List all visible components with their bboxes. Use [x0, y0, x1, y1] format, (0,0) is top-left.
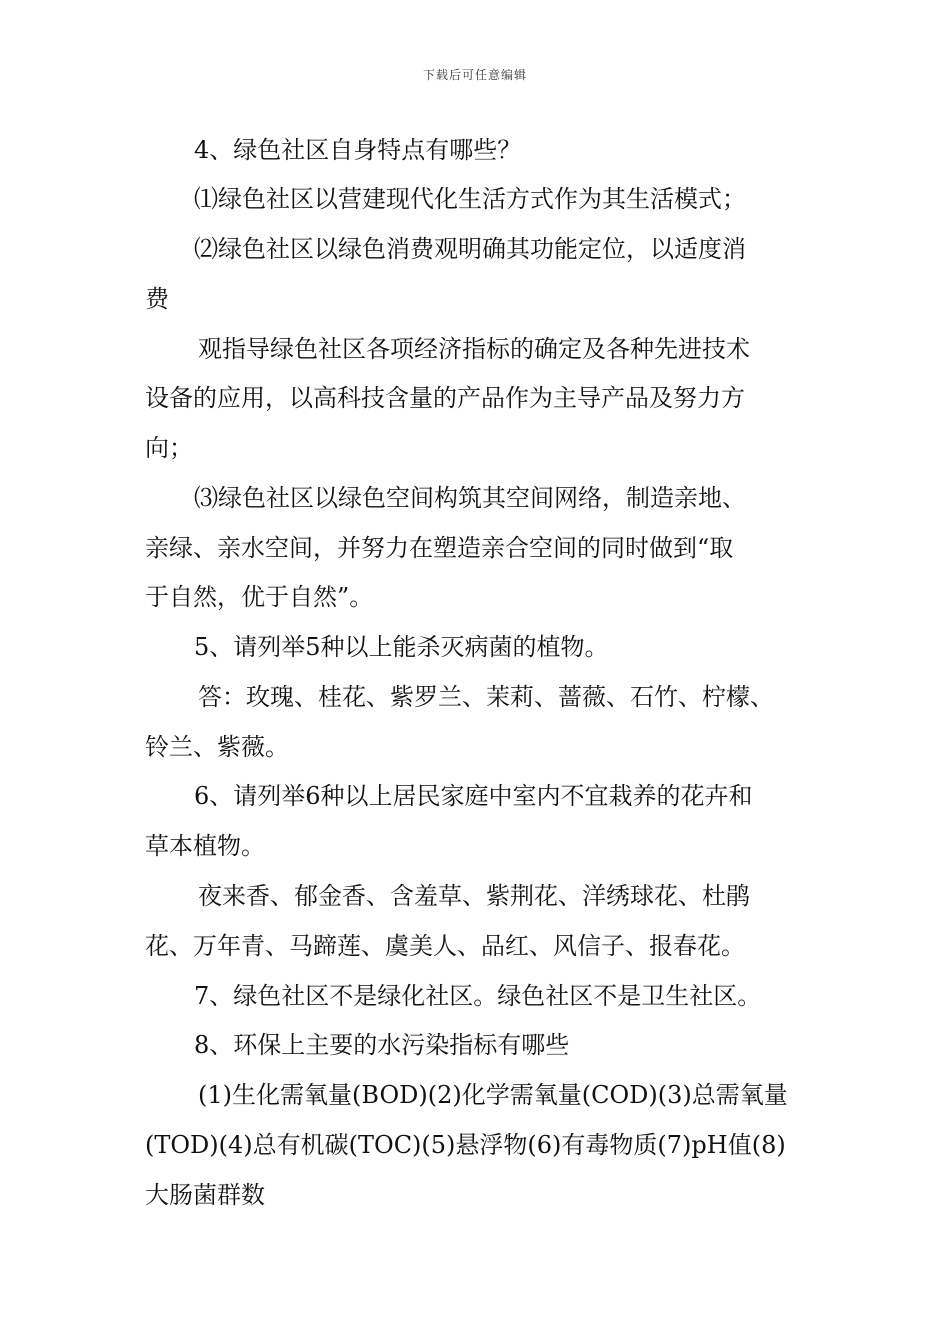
- question-6-heading-line-1: 6、请列举6种以上居民家庭中室内不宜栽养的花卉和: [194, 782, 753, 810]
- answer-4-item-3-line-3: 于自然，优于自然”。: [145, 583, 374, 611]
- question-5-heading: 5、请列举5种以上能杀灭病菌的植物。: [194, 633, 609, 661]
- answer-4-item-2-line-3: 观指导绿色社区各项经济指标的确定及各种先进技术: [198, 335, 750, 363]
- page-header: 下载后可任意编辑: [422, 68, 527, 82]
- answer-4-item-2-line-1: ⑵绿色社区以绿色消费观明确其功能定位，以适度消: [194, 235, 746, 263]
- answer-6-line-1: 夜来香、郁金香、含羞草、紫荆花、洋绣球花、杜鹃: [198, 882, 750, 910]
- question-4-heading: 4、绿色社区自身特点有哪些？: [194, 136, 522, 164]
- answer-4-item-2-line-4: 设备的应用，以高科技含量的产品作为主导产品及努力方: [145, 384, 745, 412]
- question-8-heading: 8、环保上主要的水污染指标有哪些: [194, 1031, 570, 1059]
- statement-7: 7、绿色社区不是绿化社区。绿色社区不是卫生社区。: [194, 982, 762, 1010]
- answer-4-item-3-line-2: 亲绿、亲水空间，并努力在塑造亲合空间的同时做到“取: [145, 534, 734, 562]
- answer-4-item-2-line-5: 向；: [145, 434, 193, 462]
- answer-4-item-1: ⑴绿色社区以营建现代化生活方式作为其生活模式；: [194, 185, 746, 213]
- answer-4-item-2-line-2: 费: [145, 285, 169, 313]
- question-6-heading-line-2: 草本植物。: [145, 832, 265, 860]
- answer-6-line-2: 花、万年青、马蹄莲、虞美人、品红、风信子、报春花。: [145, 932, 745, 960]
- answer-8-line-3: 大肠菌群数: [145, 1181, 265, 1209]
- answer-8-line-2: (TOD)(4)总有机碳(TOC)(5)悬浮物(6)有毒物质(7)pH值(8): [145, 1131, 786, 1159]
- answer-8-line-1: (1)生化需氧量(BOD)(2)化学需氧量(COD)(3)总需氧量: [198, 1081, 788, 1109]
- answer-5-line-2: 铃兰、紫薇。: [145, 733, 289, 761]
- answer-4-item-3-line-1: ⑶绿色社区以绿色空间构筑其空间网络，制造亲地、: [194, 484, 746, 512]
- answer-5-line-1: 答：玫瑰、桂花、紫罗兰、茉莉、蔷薇、石竹、柠檬、: [198, 683, 774, 711]
